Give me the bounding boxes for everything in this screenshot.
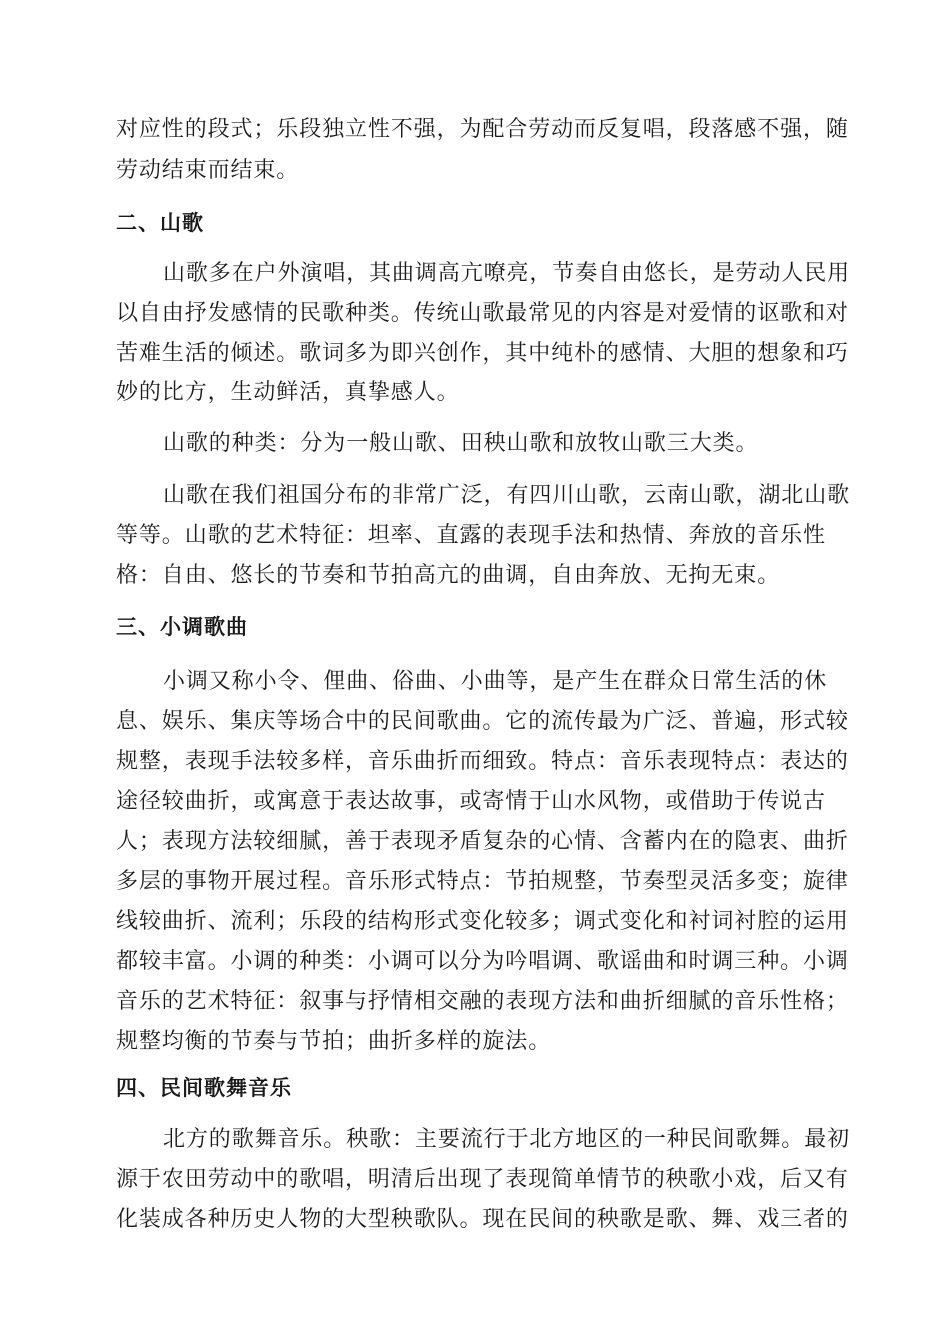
paragraph-line: 山歌在我们祖国分布的非常广泛，有四川山歌，云南山歌，湖北山歌 xyxy=(163,483,851,508)
paragraph-line: 劳动结束而结束。 xyxy=(116,158,300,183)
paragraph-line: 北方的歌舞音乐。秧歌：主要流行于北方地区的一种民间歌舞。最初 xyxy=(163,1127,851,1152)
paragraph-line: 息、娱乐、集庆等场合中的民间歌曲。它的流传最为广泛、普遍，形式较 xyxy=(116,709,849,734)
paragraph-line: 以自由抒发感情的民歌种类。传统山歌最常见的内容是对爱情的讴歌和对 xyxy=(116,301,849,326)
paragraph-line: 山歌多在户外演唱，其曲调高亢嘹亮，节奏自由悠长，是劳动人民用 xyxy=(163,261,851,286)
paragraph-line: 等等。山歌的艺术特征：坦率、直露的表现手法和热情、奔放的音乐性 xyxy=(116,523,826,548)
paragraph-line: 途径较曲折，或寓意于表达故事，或寄情于山水风物，或借助于传说古 xyxy=(116,789,826,814)
paragraph-line: 对应性的段式；乐段独立性不强，为配合劳动而反复唱，段落感不强，随 xyxy=(116,117,849,142)
paragraph-line: 小调又称小令、俚曲、俗曲、小曲等，是产生在群众日常生活的休 xyxy=(163,669,828,694)
paragraph-line: 规整均衡的节奏与节拍；曲折多样的旋法。 xyxy=(116,1029,552,1054)
paragraph-line: 规整，表现手法较多样，音乐曲折而细致。特点：音乐表现特点：表达的 xyxy=(116,749,849,774)
paragraph-line: 都较丰富。小调的种类：小调可以分为吟唱调、歌谣曲和时调三种。小调 xyxy=(116,949,849,974)
paragraph-line: 音乐的艺术特征：叙事与抒情相交融的表现方法和曲折细腻的音乐性格； xyxy=(116,989,849,1014)
paragraph-line: 山歌的种类：分为一般山歌、田秧山歌和放牧山歌三大类。 xyxy=(163,431,759,456)
paragraph-line: 人；表现方法较细腻，善于表现矛盾复杂的心情、含蓄内在的隐衷、曲折 xyxy=(116,829,849,854)
paragraph-line: 格：自由、悠长的节奏和节拍高亢的曲调，自由奔放、无拘无束。 xyxy=(116,563,781,588)
paragraph-line: 线较曲折、流利；乐段的结构形式变化较多；调式变化和衬词衬腔的运用 xyxy=(116,909,849,934)
section-heading: 三、小调歌曲 xyxy=(116,615,248,639)
paragraph-line: 化装成各种历史人物的大型秧歌队。现在民间的秧歌是歌、舞、戏三者的 xyxy=(116,1207,849,1232)
paragraph-line: 多层的事物开展过程。音乐形式特点：节拍规整，节奏型灵活多变；旋律 xyxy=(116,869,849,894)
paragraph-line: 苦难生活的倾述。歌词多为即兴创作，其中纯朴的感情、大胆的想象和巧 xyxy=(116,341,849,366)
section-heading: 四、民间歌舞音乐 xyxy=(116,1076,292,1100)
paragraph-line: 妙的比方，生动鲜活，真挚感人。 xyxy=(116,380,460,405)
section-heading: 二、山歌 xyxy=(116,211,204,235)
paragraph-line: 源于农田劳动中的歌唱，明清后出现了表现简单情节的秧歌小戏，后又有 xyxy=(116,1167,849,1192)
